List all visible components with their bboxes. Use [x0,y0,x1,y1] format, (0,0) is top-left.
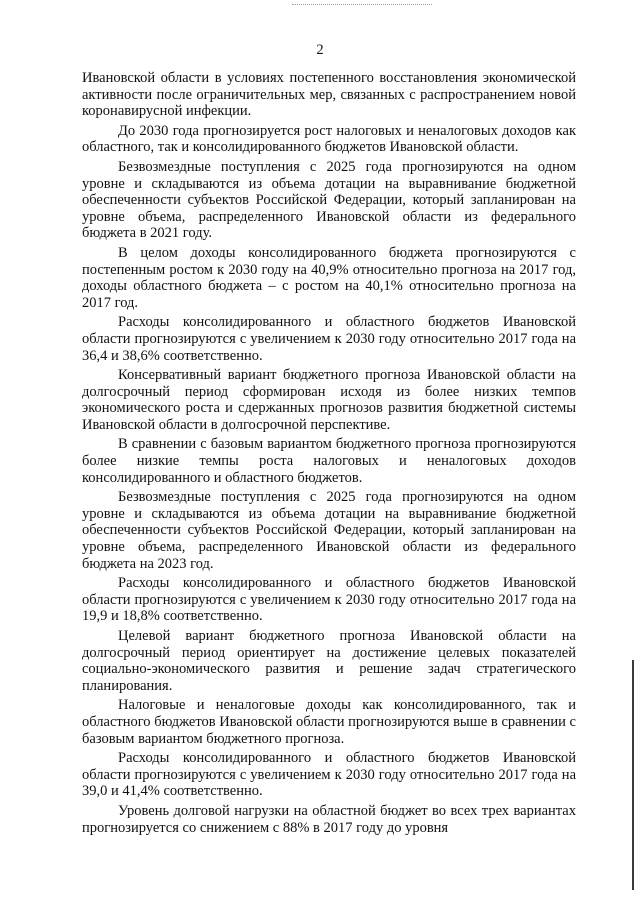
paragraph: Консервативный вариант бюджетного прогноза Ивановской области на долгосрочный период сформирован исходя из более низких темпов экономического роста и сдержанных прогнозов развития бюджетной системы Ивановской области в долгосрочной перспективе. [82,367,576,433]
paragraph: Ивановской области в условиях постепенного восстановления экономической активности после ограничительных мер, связанных с распространением новой коронавирусной инфекции. [82,70,576,120]
paragraph: В сравнении с базовым вариантом бюджетного прогноза прогнозируются более низкие темпы роста налоговых и неналоговых доходов консолидированного и областного бюджетов. [82,436,576,486]
scan-artifact [292,4,432,9]
paragraph: Расходы консолидированного и областного бюджетов Ивановской области прогнозируются с увеличением к 2030 году относительно 2017 года на 36,4 и 38,6% соответственно. [82,314,576,364]
body-text [82,70,576,839]
paragraph: Расходы консолидированного и областного бюджетов Ивановской области прогнозируются с увеличением к 2030 году относительно 2017 года на 19,9 и 18,8% соответственно. [82,575,576,625]
paragraph: Безвозмездные поступления с 2025 года прогнозируются на одном уровне и складываются из объема дотации на выравнивание бюджетной обеспеченности субъектов Российской Федерации, который запланирован на уровне объема, распределенного Ивановской области из федерального бюджета в 2021 году. [82,158,576,242]
paragraph: Расходы консолидированного и областного бюджетов Ивановской области прогнозируются с увеличением к 2030 году относительно 2017 года на 39,0 и 41,4% соответственно. [82,750,576,800]
paragraph: В целом доходы консолидированного бюджета прогнозируются с постепенным ростом к 2030 году на 40,9% относительно прогноза на 2017 год, доходы областного бюджета – с ростом на 40,1% относительно прогноза на 2017 год. [82,244,576,311]
paragraph: Целевой вариант бюджетного прогноза Ивановской области на долгосрочный период ориентирует на достижение целевых показателей социально-экономического развития и решение задач стратегического планирования. [82,628,576,694]
paragraph: До 2030 года прогнозируется рост налоговых и неналоговых доходов как областного, так и консолидированного бюджетов Ивановской области. [82,122,576,156]
paragraph: Уровень долговой нагрузки на областной бюджет во всех трех вариантах прогнозируется со снижением с 88% в 2017 году до уровня [82,802,576,836]
paragraph: Налоговые и неналоговые доходы как консолидированного, так и областного бюджетов Ивановской области прогнозируются выше в сравнении с базовым вариантом бюджетного прогноза. [82,697,576,747]
scan-edge-line [632,660,634,890]
paragraph: Безвозмездные поступления с 2025 года прогнозируются на одном уровне и складываются из объема дотации на выравнивание бюджетной обеспеченности субъектов Российской Федерации, который запланирован на уровне объема, распределенного Ивановской области из федерального бюджета на 2023 год. [82,489,576,572]
page-number: 2 [316,42,324,58]
